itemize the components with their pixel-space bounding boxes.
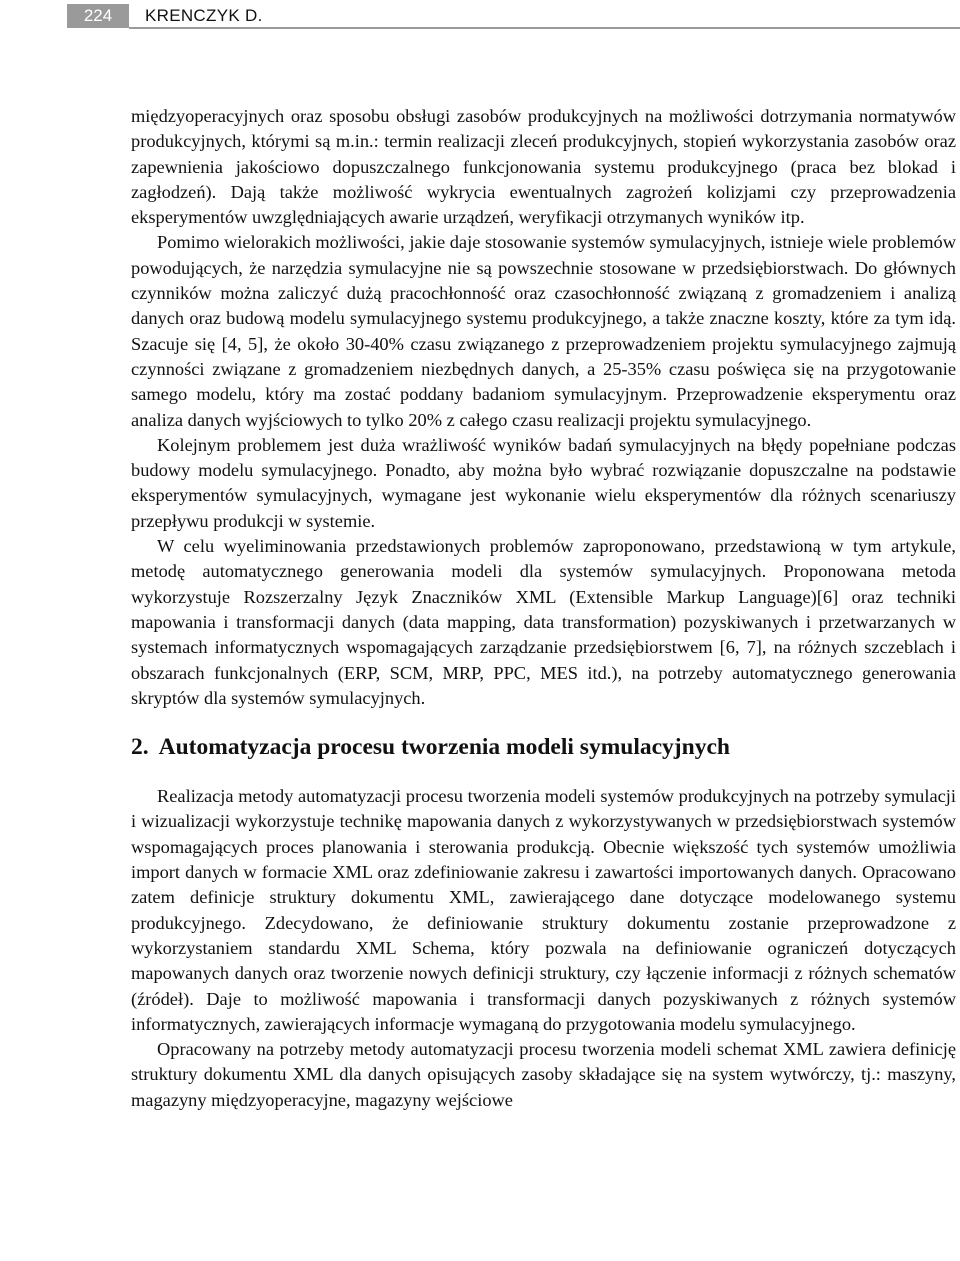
page-header	[0, 0, 960, 30]
paragraph: Pomimo wielorakich możliwości, jakie daje stosowanie systemów symulacyjnych, istnieje wiele problemów powodujących, że narzędzia symulacyjne nie są powszechnie stosowane w przedsiębiorstwach. Do głównych czynników można zaliczyć dużą pracochłonność oraz czasochłonność związaną z gromadzeniem i analizą danych oraz budową modelu symulacyjnego systemu produkcyjnego, a także znaczne koszty, które za tym idą. Szacuje się [4, 5], że około 30-40% czasu związanego z przeprowadzeniem projektu symulacyjnego zajmują czynności związane z gromadzeniem niezbędnych danych, a 25-35% czasu poświęca się na przygotowanie samego modelu, który ma zostać poddany badaniom symulacyjnym. Przeprowadzenie eksperymentu oraz analiza danych wyjściowych to tylko 20% z całego czasu realizacji projektu symulacyjnego.	[131, 232, 956, 430]
paragraph: międzyoperacyjnych oraz sposobu obsługi zasobów produkcyjnych na możliwości dotrzymania normatywów produkcyjnych, którymi są m.in.: termin realizacji zleceń produkcyjnych, stopień wykorzystania zasobów oraz zapewnienia jakościowo dopuszczalnego funkcjonowania systemu produkcyjnego (praca bez blokad i zagłodzeń). Dają także możliwość wykrycia ewentualnych zagrożeń kolizjami czy przeprowadzenia eksperymentów uwzględniających awarie urządzeń, weryfikacji otrzymanych wyników itp.	[131, 106, 956, 228]
paragraph: Opracowany na potrzeby metody automatyzacji procesu tworzenia modeli schemat XML zawiera definicję struktury dokumentu XML dla danych opisujących zasoby składające się na system wytwórczy, tj.: maszyny, magazyny międzyoperacyjne, magazyny wejściowe	[131, 1039, 956, 1110]
page-content	[131, 104, 956, 1113]
paragraph: Kolejnym problemem jest duża wrażliwość wyników badań symulacyjnych na błędy popełniane podczas budowy modelu symulacyjnego. Ponadto, aby można było wybrać rozwiązanie dopuszczalne na podstawie eksperymentów symulacyjnych, wymagane jest wykonanie wielu eksperymentów dla różnych scenariuszy przepływu produkcji w systemie.	[131, 434, 956, 531]
page-number: 224	[67, 4, 129, 28]
section-title: Automatyzacja procesu tworzenia modeli symulacyjnych	[158, 734, 730, 761]
paragraph: Realizacja metody automatyzacji procesu tworzenia modeli systemów produkcyjnych na potrzeby symulacji i wizualizacji wykorzystuje technikę mapowania danych z wykorzystywanych w przedsiębiorstwach systemów wspomagających proces planowania i sterowania produkcją. Obecnie większość tych systemów umożliwia import danych w formacie XML oraz zdefiniowanie zakresu i zawartości importowanych danych. Opracowano zatem definicje struktury dokumentu XML, zawierającego dane dotyczące modelowanego systemu produkcyjnego. Zdecydowano, że definiowanie struktury dokumentu zostanie przeprowadzone z wykorzystaniem standardu XML Schema, który pozwala na definiowanie ograniczeń dotyczących mapowanych danych oraz tworzenie nowych definicji struktury, czy łączenie informacji z różnych schematów (źródeł). Daje to możliwość mapowania i transformacji danych pozyskiwanych z różnych systemów informatycznych, zawierających informacje wymaganą do przygotowania modelu symulacyjnego.	[131, 786, 956, 1034]
running-head: KRENCZYK D.	[145, 6, 263, 25]
header-rule	[129, 27, 960, 29]
section-heading	[131, 732, 956, 762]
section-number: 2.	[131, 734, 149, 761]
paragraph: W celu wyeliminowania przedstawionych problemów zaproponowano, przedstawioną w tym artykule, metodę automatycznego generowania modeli dla systemów symulacyjnych. Proponowana metoda wykorzystuje Rozszerzalny Język Znaczników XML (Extensible Markup Language)[6] oraz techniki mapowania i transformacji danych (data mapping, data transformation) pozyskiwanych i przetwarzanych w systemach informatycznych wspomagających zarządzanie przedsiębiorstwem [6, 7], na różnych szczeblach i obszarach funkcjonalnych (ERP, SCM, MRP, PPC, MES itd.), na potrzeby automatycznego generowania skryptów dla systemów symulacyjnych.	[131, 536, 956, 708]
